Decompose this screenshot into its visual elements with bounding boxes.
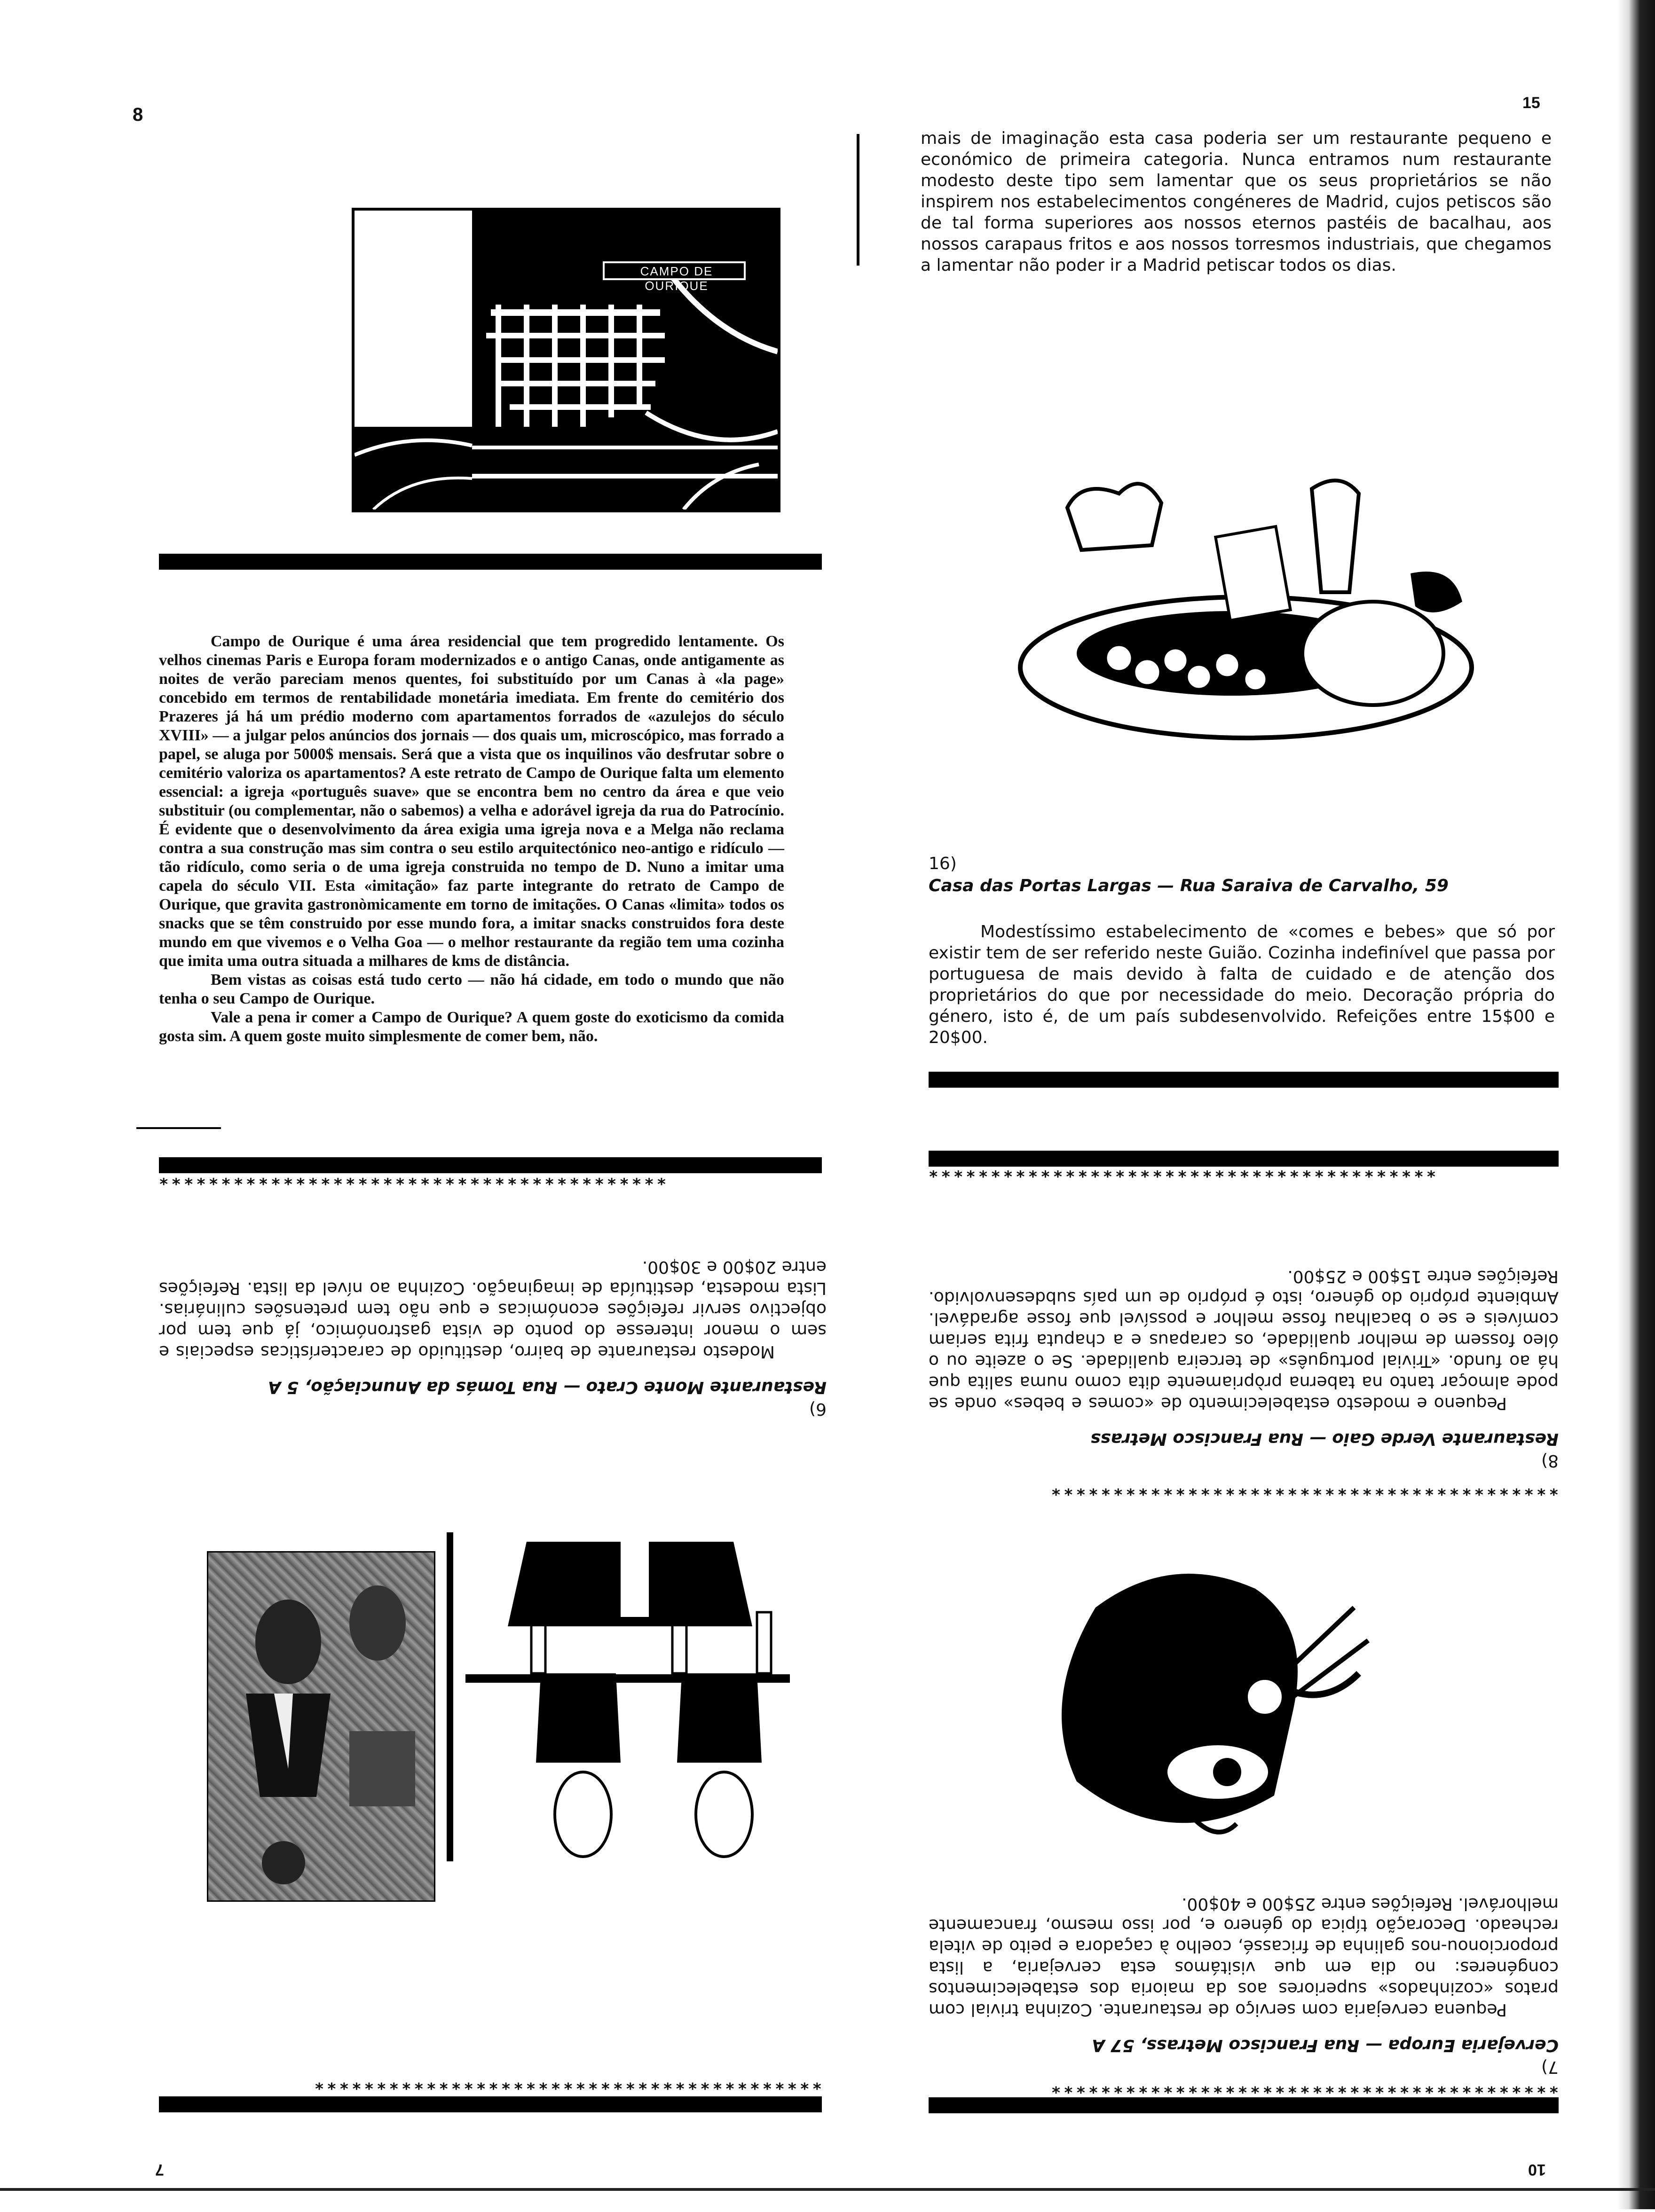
entry-16-number: 16) xyxy=(929,854,957,873)
entry-7-title: Cervejaria Europa — Rua Francisco Metrass, 57 A xyxy=(1091,2036,1559,2055)
star-row-right-1: ***************************************** xyxy=(929,1168,1439,1186)
entry-8-block xyxy=(929,1236,1559,1471)
page-binding-edge xyxy=(1617,0,1655,2209)
short-rule-left xyxy=(136,1127,221,1129)
page-number-top: 15 xyxy=(1522,94,1540,112)
photo-figures xyxy=(208,1553,434,1900)
map-label: CAMPO DE OURIQUE xyxy=(640,264,713,293)
campo-paragraph-1: Campo de Ourique é uma área residencial que tem progredido lentamente. Os velhos cinemas Paris e Europa foram modernizados e o antigo Canas, onde antigamente as noites de verão pareciam menos quentes, foi substituído por um Canas à «la page» concebido em termos de rentabilidade monetária imediata. Em frente do cemitério dos Prazeres já há um prédio moderno com apartamentos forrados de «azulejos do século XVIII» — a julgar pelos anúncios dos jornais — dos quais um, microscópico, mas forrado a papel, se aluga por 5000$ mensais. Será que a vista que os inquilinos vão desfrutar sobre o cemitério valoriza os apartamentos? A este retrato de Campo de Ourique falta um elemento essencial: a igreja «português suave» que se encontra bem no centro da área e que veio substituir (ou complementar, não o sabemos) a velha e adorável igreja da rua do Patrocínio. É evidente que o desenvolvimento da área exigia uma igreja nova e a Melga não reclama contra a sua construção mas sim contra o seu estilo arquitectónico neo-antigo e ridículo — tão ridículo, como seria o de uma igreja construida no tempo de D. Nuno a imitar uma capela do século VII. Esta «imitação» faz parte integrante do retrato de Campo de Ourique, que gravita gastronòmicamente em torno de imitações. O Canas «limita» todos os snacks que se têm construido por esse mundo fora, a imitar snacks construidos fora deste mundo em que vivemos e o Velha Goa — o melhor restaurante da região tem uma cozinha que imita uma outra situada a milhares de kms de distância. xyxy=(159,633,784,970)
page-mark-top-left: 8 xyxy=(133,104,143,125)
entry-16-text: Modestíssimo estabelecimento de «comes e bebes» que só por existir tem de ser referido neste Guião. Cozinha indefinível que passa por portuguesa de mais devido à falta de cuidado e de atenção dos proprietários do que por necessidade do meio. Decoração própria do género, isto é, de um país subdesenvolvido. Refeições entre 15$00 e 20$00. xyxy=(929,922,1555,1047)
rule-right-1 xyxy=(929,1072,1559,1088)
map-graphic xyxy=(355,211,778,510)
feast-drawing xyxy=(1011,451,1481,752)
campo-article xyxy=(159,632,784,1046)
entry-6-block xyxy=(159,1241,827,1420)
feast-illustration xyxy=(1011,451,1481,752)
restaurant-photo xyxy=(207,1551,435,1902)
entry-16-title: Casa das Portas Largas — Rua Saraiva de Carvalho, 59 xyxy=(929,876,1449,895)
madrid-paragraph: mais de imaginação esta casa poderia ser um restaurante pequeno e económico de primeira categoria. Nunca entramos num restaurante modesto deste tipo sem lamentar que os seus proprietários se não inspirem nos estabelecimentos congéneres de Madrid, cujos petiscos são de tal forma superiores aos nossos eternos pastéis de bacalhau, aos nossos carapaus fritos e aos nossos torresmos industriais, que chegamos a lamentar não poder ir a Madrid petiscar todos os dias. xyxy=(921,129,1552,275)
star-row-right-bottom: ***************************************** xyxy=(1048,2078,1559,2096)
rule-left-bottom xyxy=(159,2096,822,2112)
campo-paragraph-3: Vale a pena ir comer a Campo de Ourique? A quem goste do exoticismo da comida gosta sim. A quem goste muito simplesmente de comer bem, não. xyxy=(159,1009,784,1045)
page-number-bottom-left: 7 xyxy=(155,2161,164,2179)
rule-left-2 xyxy=(159,1157,822,1173)
entry-6-title: Restaurante Monte Crato — Rua Tomás da Anunciação, 5 A xyxy=(268,1378,827,1397)
page-number-bottom-right: 10 xyxy=(1528,2161,1546,2179)
star-row-right-2: ***************************************** xyxy=(1048,1480,1559,1498)
vertical-divider-top xyxy=(857,134,859,266)
entry-7-text: Pequena cervejaria com serviço de restaurante. Cozinha trivial com pratos «cozinhados» superiores aos da maioria dos estabelecimentos congéneres: no dia em que visitámos esta cervejaria, a lista proporcionou-nos galinha de fricassé, coelho à caçadora e peito de vitela recheado. Decoração típica do género e, por isso mesmo, francamente melhorável. Refeições entre 25$00 e 40$00. xyxy=(929,1894,1559,2019)
waiters-drawing xyxy=(465,1542,790,1871)
waiters-illustration xyxy=(465,1542,790,1871)
bird-drawing xyxy=(1030,1551,1415,1852)
rule-right-bottom xyxy=(929,2097,1559,2113)
page-bottom-edge xyxy=(0,2188,1655,2212)
entry-6-number: 6) xyxy=(809,1399,827,1419)
entry-6-text: Modesto restaurante de bairro, destituido de características especiais e sem o menor interesse do ponto de vista gastronómico, já que tem por objectivo servir refeições económicas e que não tem pretensões culinárias. Lista modesta, destituída de imaginação. Cozinha ao nível da lista. Refeições entre 20$00 e 30$00. xyxy=(159,1257,827,1361)
rule-left-1 xyxy=(159,554,822,570)
star-row-left-1: ***************************************** xyxy=(159,1175,670,1194)
entry-8-number: 8) xyxy=(1541,1451,1559,1470)
entry-7-block xyxy=(929,1880,1559,2078)
campo-de-ourique-map xyxy=(352,208,780,512)
entry-8-title: Restaurante Verde Gaio — Rua Francisco Metrass xyxy=(1090,1429,1559,1449)
entry-8-text: Pequeno e modesto estabelecimento de «comes e bebes» onde se pode almoçar tanto na taberna pròpriamente dita como numa salita que há ao fundo. «Trivial português» de terceira qualidade. Se o azeite ou o óleo fossem de melhor qualidade, os carapaus e a chaputa frita seriam comíveis e se o bacalhau fosse melhor e possível que fosse agradável. Ambiente próprio do género, isto é próprio de um país subdesenvolvido. Refeições entre 15$00 e 25$00. xyxy=(929,1267,1559,1413)
star-row-left-bottom: ***************************************** xyxy=(311,2074,822,2093)
bird-illustration xyxy=(1030,1551,1415,1852)
vertical-divider-bottom xyxy=(447,1532,453,1861)
campo-paragraph-2: Bem vistas as coisas está tudo certo — não há cidade, em todo o mundo que não tenha o seu Campo de Ourique. xyxy=(159,971,784,1007)
entry-7-number: 7) xyxy=(1541,2057,1559,2077)
rule-right-2 xyxy=(929,1151,1559,1167)
